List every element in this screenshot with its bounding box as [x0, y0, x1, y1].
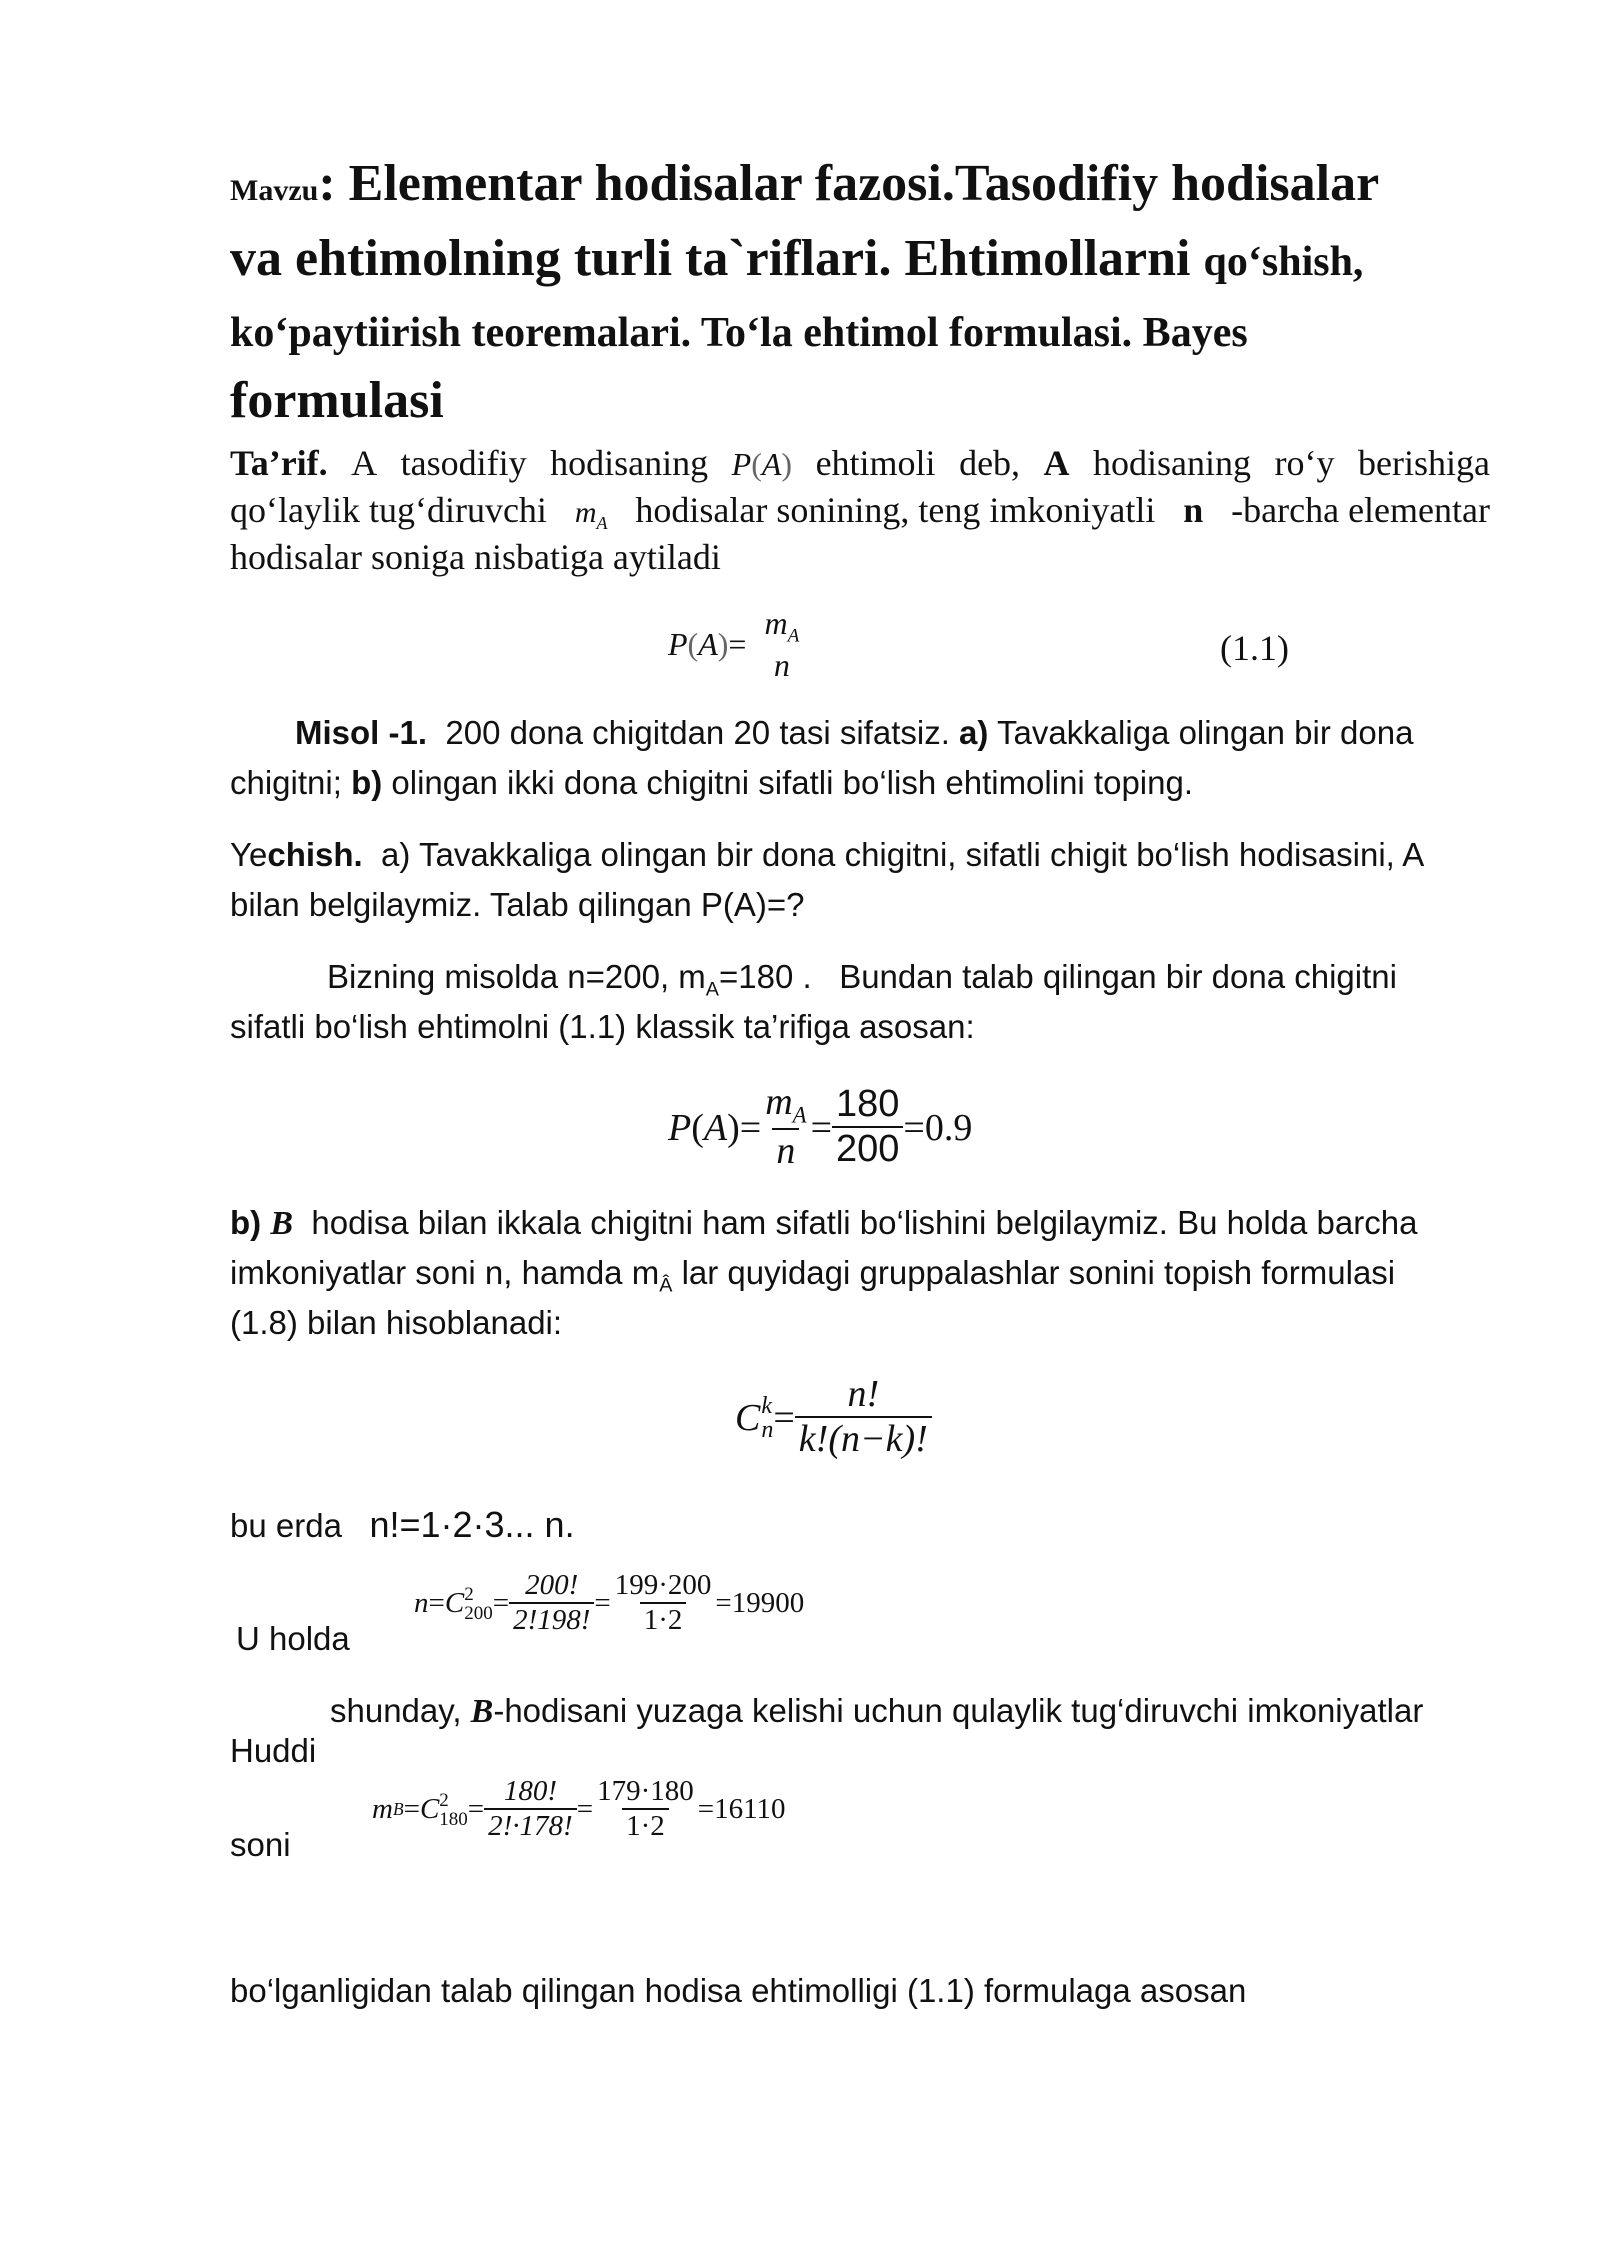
page-title: Mavzu: Elementar hodisalar fazosi.Tasodifiy hodisalar va ehtimolning turli ta`riflari. Ehtimollarni qo‘shish, ko‘paytiirish teoremalari. To‘la ehtimol formulasi. Bayes formulasi [230, 155, 1380, 429]
title-line-4: formulasi [230, 372, 444, 429]
solution-line-1: Yechish. a) Tavakkaliga olingan bir dona chigitni, sifatli chigit bo‘lish hodisasini, A [230, 836, 1425, 873]
u-holda-label: U holda [236, 1620, 350, 1657]
definition-line-1: Ta’rif. A tasodifiy hodisaning P(A) ehtimoli deb, A hodisaning ro‘y berishiga [230, 443, 1490, 483]
formula-n-value: n = C 2 200 = $\frac{200!}{2!198!}$ = $\frac{199\cdot 200}{1\cdot 2}$ =19900 [414, 1569, 805, 1636]
title-prefix: Mavzu [230, 174, 319, 207]
formula-1-1: P ( A ) = $m_A$ n [668, 605, 800, 683]
solution-line-3: Bizning misolda n=200, $m_A=180$ . Bundan talab qilingan bir dona chigitni [327, 958, 1397, 1001]
formula-mb-value: m B = C 2 180 = $\frac{180!}{2!\cdot 178!}$ = $\frac{179\cdot 180}{1\cdot 2}$ =16110 [372, 1775, 786, 1842]
example-line-2: chigitni; b) olingan ikki dona chigitni sifatli bo‘lish ehtimolini toping. [230, 764, 1194, 801]
soni-label: soni [230, 1826, 291, 1863]
formula-probability-a: P ( A ) = $\frac{m_A}{n}$ = $\frac{180}{200}$ =0.9 [668, 1081, 973, 1172]
part-b-line-1: b) B hodisa bilan ikkala chigitni ham sifatli bo‘lishini belgilaymiz. Bu holda barcha [230, 1204, 1418, 1242]
definition-line-3: hodisalar soniga nisbatiga aytiladi [230, 537, 721, 577]
definition-line-2: qo‘laylik tug‘diruvchi $m_A$ hodisalar sonining, teng imkoniyatli n -barcha elementar [230, 490, 1490, 533]
closing-line: bo‘lganligidan talab qilingan hodisa ehtimolligi (1.1) formulaga asosan [230, 1972, 1247, 2009]
huddi-label: Huddi [230, 1732, 317, 1769]
equation-number: (1.1) [1220, 628, 1289, 668]
formula-combination: C k n = $\frac{n!}{k!(n-k)!}$ [735, 1374, 932, 1461]
solution-line-2: bilan belgilaymiz. Talab qilingan P(A)=? [230, 886, 805, 923]
part-b-line-2: imkoniyatlar soni n, hamda $m_Â$ lar quyidagi gruppalashlar sonini topish formulasi [230, 1254, 1396, 1297]
title-line-2: va ehtimolning turli ta`riflari. Ehtimollarni [230, 230, 1204, 287]
huddi-shunday-line: shunday, B-hodisani yuzaga kelishi uchun qulaylik tug‘diruvchi imkoniyatlar [330, 1692, 1424, 1730]
title-line-1: Elementar hodisalar fazosi.Tasodifiy hodisalar [348, 155, 1380, 212]
part-b-line-3: (1.8) bilan hisoblanadi: [230, 1304, 563, 1341]
solution-line-4: sifatli bo‘lish ehtimolni (1.1) klassik ta’rifiga asosan: [230, 1008, 975, 1045]
bu-erda-line: bu erda n!=1·2·3... n. [230, 1504, 575, 1545]
title-line-3: ko‘paytiirish teoremalari. To‘la ehtimol formulasi. Bayes [230, 310, 1248, 356]
example-line-1: Misol -1. 200 dona chigitdan 20 tasi sifatsiz. a) Tavakkaliga olingan bir dona [295, 714, 1414, 751]
